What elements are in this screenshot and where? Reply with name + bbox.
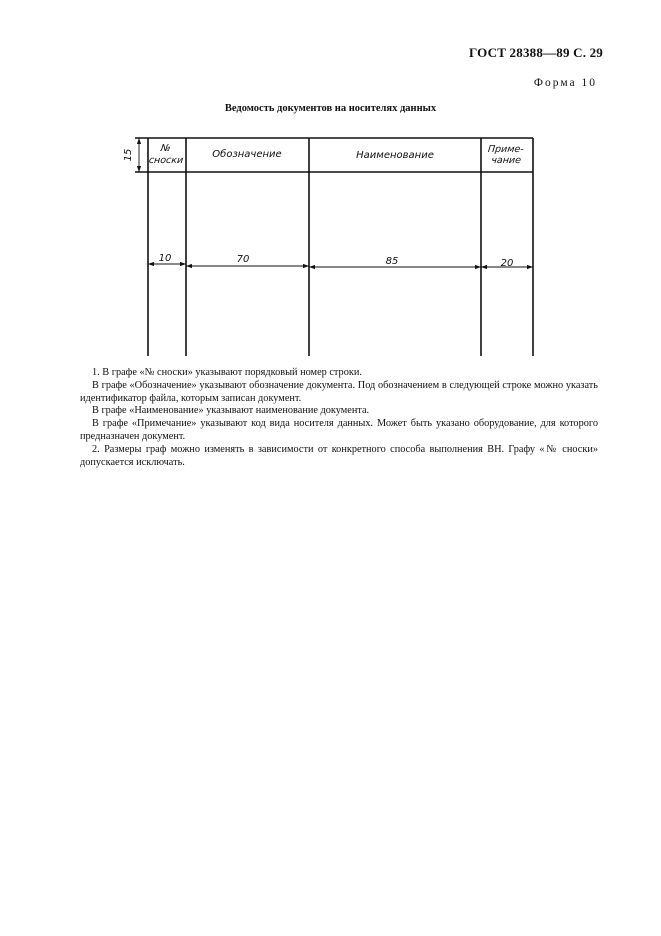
col2-width-value: 70: [236, 254, 250, 265]
col1-width-value: 10: [158, 253, 172, 264]
column-header-footnote-number: № сноски: [148, 143, 184, 166]
col3-width-value: 85: [385, 256, 399, 267]
note-paragraph: 2. Размеры граф можно изменять в зависимости от конкретного способа выполнения ВН. Графу «№ сноски» допускается исключать.: [80, 443, 598, 468]
notes-block: [80, 367, 598, 469]
document-title: Ведомость документов на носителях данных: [224, 103, 437, 114]
page-header-title: ГОСТ 28388—89 С. 29: [469, 45, 603, 60]
column-header-note: Приме- чание: [487, 144, 525, 166]
note-paragraph: В графе «Наименование» указывают наименование документа.: [92, 405, 370, 417]
header-height-value: 15: [123, 148, 134, 162]
note-paragraph: В графе «Обозначение» указывают обозначение документа. Под обозначением в следующей строке можно указать идентификатор файла, которым записан документ.: [80, 379, 598, 404]
column-header-name: Наименование: [356, 150, 434, 161]
col4-width-value: 20: [500, 258, 514, 269]
form-label: Форма 10: [533, 77, 597, 89]
note-paragraph: В графе «Примечание» указывают код вида носителя данных. Может быть указано оборудование, для которого предназначен документ.: [80, 418, 598, 442]
column-header-designation: Обозначение: [212, 149, 282, 160]
note-paragraph: 1. В графе «№ сноски» указывают порядковый номер строки.: [92, 367, 362, 378]
